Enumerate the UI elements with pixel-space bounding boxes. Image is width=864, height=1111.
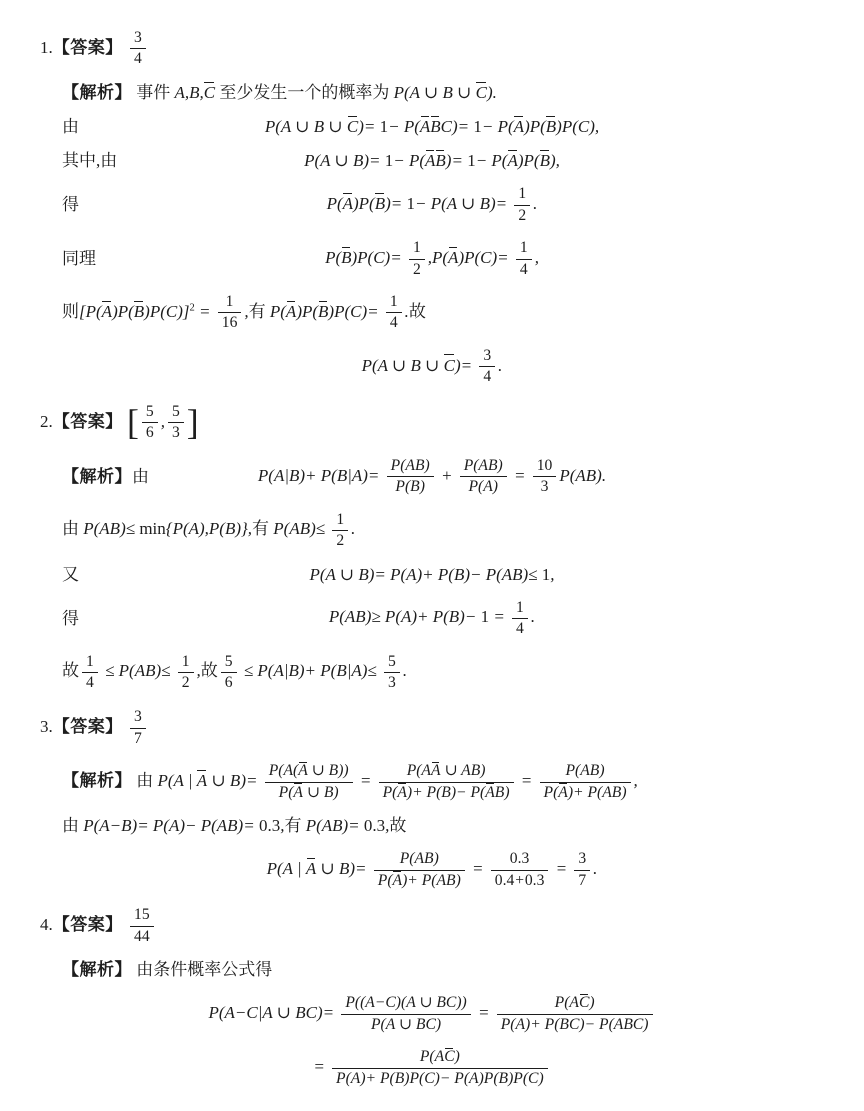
problem-number: 1. bbox=[40, 37, 53, 57]
formula: P(A ∪ B)= 1− P(AB)= 1− P(A)P(B), bbox=[304, 151, 560, 170]
section-label: 【解析】 bbox=[62, 466, 132, 486]
solution-row bbox=[62, 510, 864, 552]
solution-row bbox=[40, 707, 864, 749]
formula: P(A ∪ B ∪ C)= 1− P(ABC)= 1− P(A)P(B)P(C), bbox=[265, 117, 599, 136]
solution-row bbox=[62, 292, 864, 334]
solution-row bbox=[62, 82, 864, 104]
solution-row bbox=[0, 849, 864, 891]
document-body bbox=[0, 28, 864, 1089]
solution-row bbox=[62, 652, 864, 694]
row-left bbox=[40, 38, 123, 57]
section-label: 【答案】 bbox=[52, 717, 123, 737]
solution-row bbox=[0, 598, 864, 640]
row-left bbox=[40, 717, 123, 736]
solution-row bbox=[62, 815, 864, 837]
solution-row bbox=[0, 564, 864, 586]
formula: P(A | A ∪ B)= $\frac{P(AB)}{P(A)+ P(AB)}$ = $\frac{0.3}{0.4+0.3}$ = $\frac{3}{7}$ . bbox=[266, 850, 598, 889]
solution-row bbox=[0, 150, 864, 172]
row-left bbox=[62, 248, 96, 270]
section-label: 【答案】 bbox=[52, 915, 123, 935]
formula: = $\frac{P(AC)}{P(A)+ P(B)P(C)- P(A)P(B)P(C)}$ bbox=[313, 1057, 550, 1076]
solution-row bbox=[0, 993, 864, 1035]
row-tag: 得 bbox=[62, 608, 79, 628]
formula: $\frac{15}{44}$ bbox=[127, 915, 157, 934]
formula: 由条件概率公式得 bbox=[136, 960, 273, 980]
formula: [ $\frac{5}{6}$ , $\frac{5}{3}$ ] bbox=[127, 401, 199, 442]
section-label: 【答案】 bbox=[52, 37, 123, 57]
solution-row bbox=[40, 28, 864, 70]
formula: P(A|B)+ P(B|A)= $\frac{P(AB)}{P(B)}$ + $\frac{P(AB)}{P(A)}$ = $\frac{10}{3}$ P(AB). bbox=[257, 456, 607, 496]
row-left bbox=[62, 564, 79, 586]
solution-row bbox=[40, 402, 864, 444]
row-tag: 由 bbox=[62, 117, 79, 136]
row-tag: 由 bbox=[132, 466, 149, 486]
formula: 事件 A,B,C 至少发生一个的概率为 P(A ∪ B ∪ C). bbox=[136, 83, 497, 102]
solution-row bbox=[0, 346, 864, 388]
solution-row bbox=[62, 959, 864, 981]
row-left bbox=[40, 412, 123, 431]
formula: P(AB)≥ P(A)+ P(B)− 1 = $\frac{1}{4}$ . bbox=[328, 598, 536, 638]
problem-number: 4. bbox=[40, 915, 53, 935]
section-label: 【解析】 bbox=[62, 82, 132, 102]
solution-row bbox=[0, 456, 864, 498]
formula: P(A ∪ B)= P(A)+ P(B)− P(AB)≤ 1, bbox=[309, 564, 555, 584]
row-left bbox=[62, 150, 117, 172]
formula: 则$[P(A)P(B)P(C)]^2$ = $\frac{1}{16}$ ,有 P(A)P(B)P(C)= $\frac{1}{4}$ .故 bbox=[62, 293, 426, 332]
solution-row bbox=[0, 116, 864, 138]
row-tag: 其中,由 bbox=[62, 151, 118, 171]
row-left bbox=[62, 466, 149, 488]
solution-row bbox=[0, 1047, 864, 1089]
section-label: 【解析】 bbox=[62, 771, 132, 791]
formula: 由 P(A−B)= P(A)− P(AB)= 0.3,有 P(AB)= 0.3,故 bbox=[62, 816, 407, 836]
row-left bbox=[62, 194, 79, 216]
problem-number: 2. bbox=[40, 411, 53, 431]
solution-row bbox=[62, 761, 864, 803]
row-left bbox=[62, 960, 132, 979]
row-left bbox=[62, 83, 132, 102]
formula: $\frac{3}{4}$ bbox=[127, 38, 149, 57]
formula: P(A−C|A ∪ BC)= $\frac{P((A-C)(A \cup BC))}{P(A \cup BC)}$ = P(AC) P(A)+ P(BC)− P(ABC) bbox=[208, 1003, 655, 1022]
row-left bbox=[62, 608, 79, 630]
row-left bbox=[40, 915, 123, 934]
solution-row bbox=[0, 238, 864, 280]
formula: P(A)P(B)= 1− P(A ∪ B)= $\frac{1}{2}$ . bbox=[326, 185, 538, 224]
solution-row bbox=[40, 905, 864, 947]
formula: $\frac{3}{7}$ bbox=[127, 717, 149, 736]
document-page bbox=[0, 28, 864, 1089]
row-tag: 同理 bbox=[62, 249, 96, 268]
row-tag: 得 bbox=[62, 195, 79, 215]
solution-row bbox=[0, 184, 864, 226]
row-tag: 又 bbox=[62, 564, 79, 584]
section-label: 【答案】 bbox=[52, 411, 123, 431]
section-label: 【解析】 bbox=[62, 960, 132, 980]
row-left bbox=[62, 771, 132, 790]
formula: 由 P(AB)≤ min{P(A),P(B)},有 P(AB)≤ $\frac{1}{2}$ . bbox=[62, 510, 356, 550]
formula: 由 P(A | A ∪ B)= $\frac{P(A(A \cup B))}{P(A \cup B)}$ = $\frac{P(AA \cup AB)}{P(A)+ P(B)- P(AB)}$ = $\frac{P(AB)}{P(A)+ P(AB)}$ , bbox=[136, 762, 638, 801]
row-left bbox=[62, 116, 79, 138]
formula: P(A ∪ B ∪ C)= $\frac{3}{4}$ . bbox=[361, 346, 503, 386]
formula: 故 $\frac{1}{4}$ ≤ P(AB)≤ $\frac{1}{2}$ ,故 $\frac{5}{6}$ ≤ P(A|B)+ P(B|A)≤ $\frac{5}{3}$ . bbox=[62, 652, 408, 691]
formula: P(B)P(C)= $\frac{1}{2}$ ,P(A)P(C)= $\frac{1}{4}$ , bbox=[325, 239, 539, 278]
problem-number: 3. bbox=[40, 717, 53, 737]
